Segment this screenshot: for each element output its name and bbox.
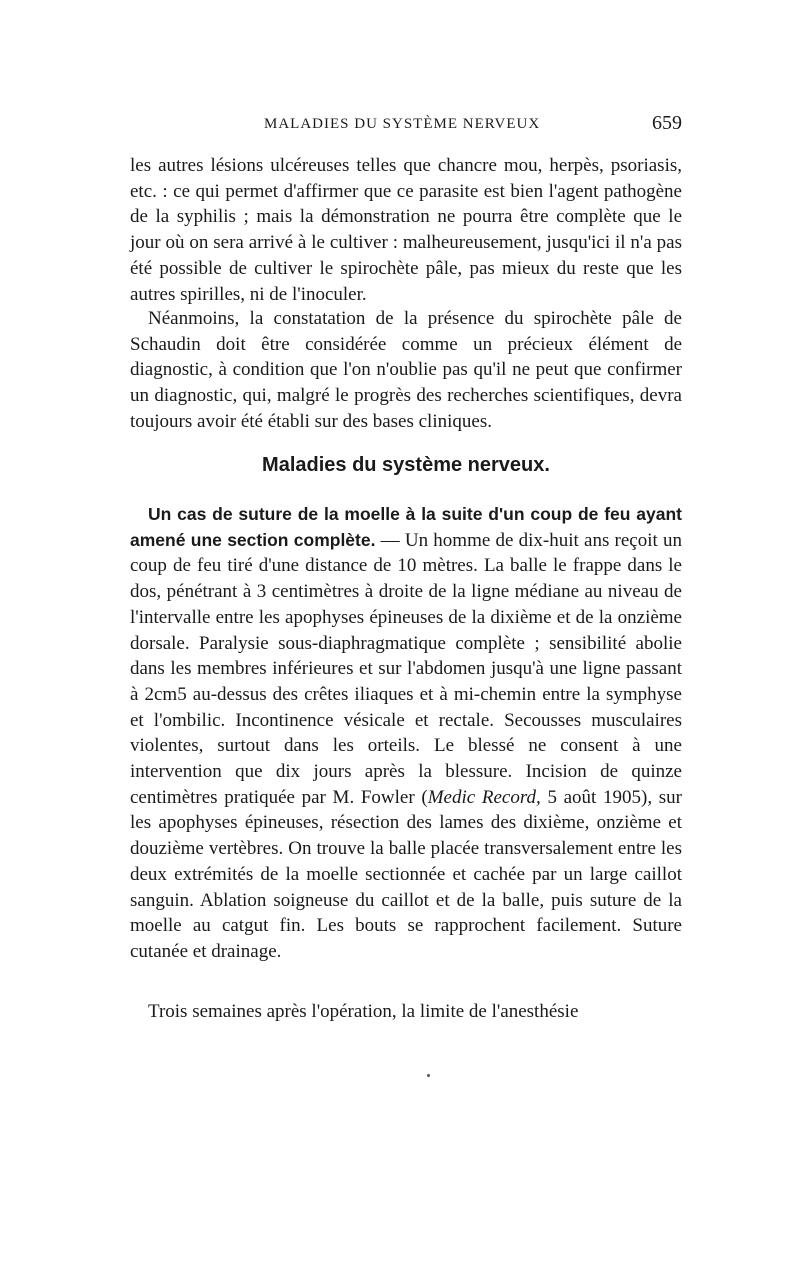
case-body-end: 5 août 1905), sur les apophyses épineuses, résection des lames des dixième, onzième et douzième vertèbres. On trouve la balle placée transversalement entre les deux extrémités de la moelle sectionnée et cachée par un large caillot sanguin. Ablation soigneuse du caillot et de la balle, puis suture de la moelle au catgut fin. Les bouts se rapprochent facilement. Suture cutanée et drainage. xyxy=(130,786,682,962)
paragraph-text: Néanmoins, la constatation de la présence du spirochète pâle de Schaudin doit être considérée comme un précieux élément de diagnostic, à condition que l'on n'oublie pas qu'il ne peut que confirmer un diagnostic, qui, malgré le progrès des recherches scientifiques, devra toujours avoir été établi sur des bases cliniques. xyxy=(130,308,682,432)
paragraph-neanmoins xyxy=(130,306,682,435)
case-title: Un cas de suture de la moelle à la suite d'un coup de feu ayant amené une section complète. xyxy=(130,504,682,550)
running-title: MALADIES DU SYSTÈME NERVEUX xyxy=(264,116,541,132)
running-header xyxy=(130,112,682,138)
paragraph-trois-semaines xyxy=(130,999,682,1025)
paragraph-continued xyxy=(130,153,682,307)
page-number: 659 xyxy=(652,112,682,134)
journal-reference: Medic Record, xyxy=(427,786,541,808)
case-report xyxy=(130,502,682,965)
print-speck xyxy=(427,1074,430,1077)
paragraph-text: les autres lésions ulcéreuses telles que chancre mou, herpès, psoriasis, etc. : ce qui permet d'affirmer que ce parasite est bien l'agent pathogène de la syphilis ; mais la démonstration ne pourra être complète que le jour où on sera arrivé à le cultiver : malheureusement, jusqu'ici il n'a pas été possible de cultiver le spirochète pâle, pas mieux du reste que les autres spirilles, ni de l'inoculer. xyxy=(130,155,682,305)
section-heading: Maladies du système nerveux. xyxy=(262,454,550,476)
paragraph-text: Trois semaines après l'opération, la limite de l'anesthésie xyxy=(148,1001,579,1022)
case-paragraph xyxy=(130,502,682,965)
case-body-start: — Un homme de dix-huit ans reçoit un coup de feu tiré d'une distance de 10 mètres. La balle le frappe dans le dos, pénétrant à 3 centimètres à droite de la ligne médiane au niveau de l'intervalle entre les apophyses épineuses de la dixième et de la onzième dorsale. Paralysie sous-diaphragmatique complète ; sensibilité abolie dans les membres inférieures et sur l'abdomen jusqu'à une ligne passant à 2cm5 au-dessus des crêtes iliaques et à mi-chemin entre la symphyse et l'ombilic. Incontinence vésicale et rectale. Secousses musculaires violentes, surtout dans les orteils. Le blessé ne consent à une intervention que dix jours après la blessure. Incision de quinze centimètres pratiquée par M. Fowler ( xyxy=(130,529,682,808)
